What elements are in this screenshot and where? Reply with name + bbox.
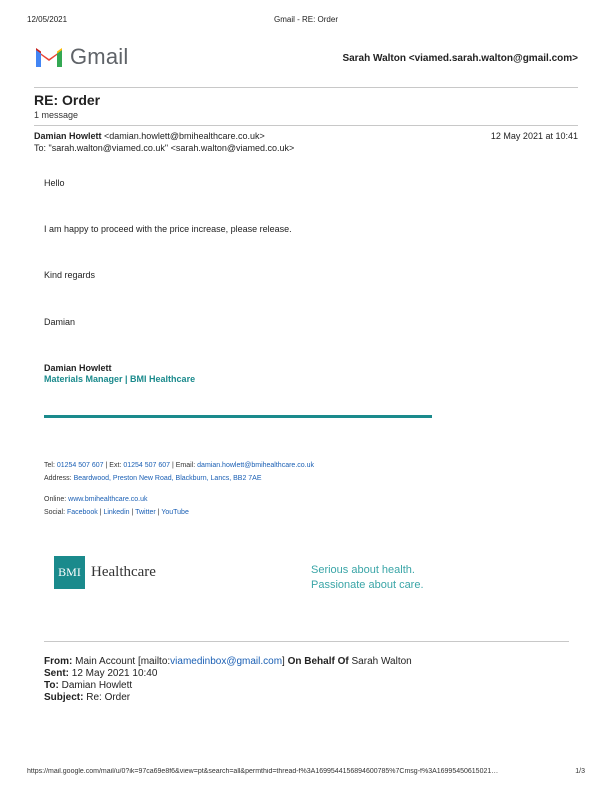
account-label: Sarah Walton <viamed.sarah.walton@gmail.com> [342,53,578,64]
body-signoff: Damian [44,317,76,327]
address-link[interactable]: Beardwood, Preston New Road, Blackburn, Lancs, BB2 7AE [73,475,262,482]
forward-from-pre: Main Account [mailto: [75,656,171,667]
forward-from-email-link[interactable]: viamedinbox@gmail.com [170,656,283,667]
signature-address-line [44,475,262,482]
gmail-logo [34,44,128,70]
online-label: Online: [44,496,67,503]
email-label: | Email: [171,462,196,469]
forward-behalf-label: On Behalf Of [287,656,349,667]
thread-subject: RE: Order [34,92,101,108]
twitter-link[interactable]: Twitter [135,509,156,516]
tagline-line-2: Passionate about care. [311,579,424,591]
tel-link[interactable]: 01254 507 607 [56,462,104,469]
signature-social-line: Social: Facebook | Linkedin | Twitter | YouTube [44,509,189,516]
email-link[interactable]: damian.howlett@bmihealthcare.co.uk [197,462,314,469]
gmail-wordmark: Gmail [70,44,129,69]
tagline-line-1: Serious about health. [311,564,415,576]
message-date: 12 May 2021 at 10:41 [490,131,578,141]
body-greeting: Hello [44,178,65,188]
facebook-link[interactable]: Facebook [66,509,98,516]
website-link[interactable]: www.bmihealthcare.co.uk [68,496,148,503]
message-count: 1 message [34,110,79,120]
recipient-line: To: "sarah.walton@viamed.co.uk" <sarah.walton@viamed.co.uk> [34,143,295,153]
bmi-tagline [311,563,424,593]
forward-to-line [44,680,132,691]
sender [34,131,265,141]
bmi-mark: BMI [54,556,85,589]
forward-from-label: From: [44,656,73,667]
bmi-healthcare-logo [54,556,156,589]
print-footer-url: https://mail.google.com/mail/u/0?ik=97ca69e8f6&view=pt&search=all&permthid=thread-f%3A1699544156894600785%7Cmsg-f%3A16995450615021… [27,768,499,775]
forward-subject-line [44,692,130,703]
sender-email: <damian.howlett@bmihealthcare.co.uk> [104,131,265,141]
social-label: Social: [44,509,66,516]
forward-to-label: To: [44,680,59,691]
signature-divider [44,415,432,418]
address-label: Address: [44,475,72,482]
linkedin-link[interactable]: Linkedin [103,509,130,516]
forward-behalf-name: Sarah Walton [351,656,412,667]
forward-sent-label: Sent: [44,668,69,679]
body-paragraph: I am happy to proceed with the price increase, please release. [44,224,292,234]
signature-online-line [44,496,148,503]
print-title: Gmail - RE: Order [273,15,338,24]
signature-contact-line [44,462,314,469]
print-date: 12/05/2021 [27,15,68,24]
ext-label: | Ext: [105,462,122,469]
print-page-number: 1/3 [575,768,585,775]
forward-subject: Re: Order [86,692,131,703]
signature-name: Damian Howlett [44,363,112,373]
bmi-wordmark: Healthcare [91,564,156,580]
header-divider [34,87,578,88]
message-divider [34,125,578,126]
tel-label: Tel: [44,462,55,469]
gmail-m-icon [34,45,64,69]
ext-link[interactable]: 01254 507 607 [123,462,171,469]
forward-from-post: ] [282,656,285,667]
forward-divider [44,641,569,642]
forward-from-line [44,656,412,667]
youtube-link[interactable]: YouTube [161,509,189,516]
forward-sent-date: 12 May 2021 10:40 [71,668,158,679]
signature-title: Materials Manager | BMI Healthcare [44,374,196,384]
body-closing: Kind regards [44,270,96,280]
forward-subject-label: Subject: [44,692,84,703]
sender-name: Damian Howlett [34,131,102,141]
forward-sent-line [44,668,157,679]
forward-to-name: Damian Howlett [61,680,133,691]
